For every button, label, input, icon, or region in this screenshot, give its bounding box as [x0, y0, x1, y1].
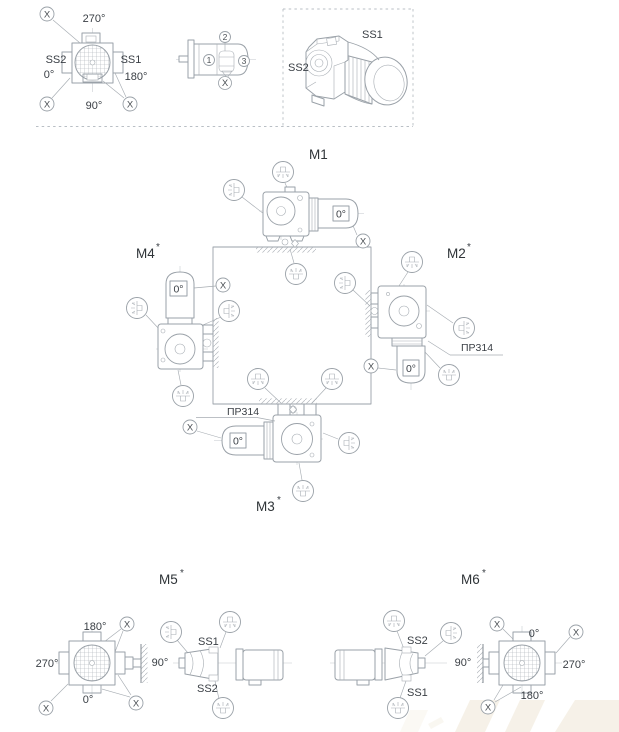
m6-deg-left: 90°	[454, 657, 472, 669]
m5-star: *	[180, 568, 184, 579]
detail-balloon	[339, 433, 360, 454]
m1-deg: 0°	[335, 208, 347, 221]
motor	[243, 650, 283, 680]
deg-label-90: 90°	[85, 100, 103, 112]
foot	[357, 680, 369, 685]
position-1-badge	[204, 55, 215, 66]
flange	[188, 40, 194, 78]
detail-balloon	[213, 698, 234, 719]
x-mark	[120, 617, 134, 631]
x-mark	[123, 97, 137, 111]
x-mark	[39, 701, 53, 715]
detail-balloon	[219, 301, 240, 322]
vent-plug	[219, 51, 234, 72]
breather	[285, 187, 295, 192]
side-tab-right	[115, 652, 125, 674]
deg-label-0: 0°	[43, 69, 55, 81]
m4-star: *	[156, 242, 160, 253]
detail-balloon	[273, 162, 294, 183]
svg-text:X: X	[43, 99, 51, 111]
detail-balloon	[220, 612, 241, 633]
svg-text:X: X	[367, 361, 375, 373]
ss1-label: SS1	[120, 54, 142, 66]
svg-text:X: X	[42, 703, 50, 715]
position-3-badge	[239, 56, 250, 67]
svg-text:X: X	[359, 236, 367, 248]
x-mark	[490, 617, 504, 631]
x-mark	[481, 700, 495, 714]
m4-deg: 0°	[173, 283, 184, 296]
detail-balloon	[335, 273, 356, 294]
flange	[309, 198, 318, 231]
m3-plug-label: ПР314	[227, 406, 260, 418]
flange	[264, 422, 273, 459]
m6-title: M6	[461, 572, 480, 587]
m2-plug-label: ПР314	[461, 342, 494, 354]
m5-deg-top: 180°	[83, 621, 107, 633]
x-mark	[40, 97, 54, 111]
detail-balloon	[161, 622, 182, 643]
svg-text:X: X	[186, 422, 194, 434]
detail-balloon	[248, 369, 269, 390]
iso-ss2-label: SS2	[288, 62, 309, 74]
m2-title: M2	[447, 246, 466, 261]
svg-text:3: 3	[241, 56, 247, 66]
bevel-housing	[385, 648, 418, 680]
x-mark	[569, 625, 583, 639]
svg-text:X: X	[132, 698, 140, 710]
x-mark	[129, 696, 143, 710]
m5-ss1-label: SS1	[198, 636, 219, 648]
legend-side-view	[176, 32, 256, 90]
m5-deg-bottom: 0°	[82, 694, 94, 706]
m2-group	[335, 242, 504, 390]
ss2-label: SS2	[45, 54, 67, 66]
flange	[392, 338, 422, 346]
side-tab-right	[545, 652, 555, 674]
feet	[278, 404, 290, 415]
svg-text:X: X	[484, 702, 492, 714]
x-mark	[216, 278, 230, 292]
m3-deg: 0°	[232, 435, 244, 448]
m2-star: *	[467, 242, 471, 253]
detail-balloon	[173, 386, 194, 407]
svg-text:X: X	[43, 9, 51, 21]
flange	[168, 318, 192, 324]
m5-deg-right: 90°	[151, 657, 169, 669]
m6-deg-top: 0°	[528, 628, 540, 640]
detail-balloon	[322, 369, 343, 390]
detail-balloon	[441, 623, 462, 644]
svg-text:1: 1	[206, 55, 212, 65]
x-mark	[364, 359, 378, 373]
svg-text:2: 2	[222, 32, 228, 42]
m6-deg-bottom: 180°	[520, 690, 544, 702]
x-mark	[40, 7, 54, 21]
detail-balloon	[439, 365, 460, 386]
iso-ss1-label: SS1	[362, 29, 383, 41]
output-shaft	[418, 658, 425, 668]
feet	[371, 317, 378, 328]
m6-ss2-label: SS2	[407, 635, 428, 647]
fan-top-tab	[83, 632, 101, 641]
motor	[335, 650, 375, 680]
detail-balloon	[127, 298, 148, 319]
legend-iso-view	[288, 29, 412, 109]
svg-text:X: X	[572, 627, 580, 639]
m6-ss1-label: SS1	[407, 687, 428, 699]
svg-text:X: X	[221, 78, 229, 90]
m4-group	[127, 242, 240, 407]
shaft	[125, 657, 133, 669]
foot	[249, 680, 261, 685]
m6-deg-right: 270°	[562, 659, 586, 671]
side-tab-left	[59, 652, 69, 674]
detail-balloon	[384, 611, 405, 632]
detail-balloon	[454, 318, 475, 339]
detail-balloon	[293, 481, 314, 502]
svg-text:X: X	[123, 619, 131, 631]
position-2-badge	[220, 32, 231, 43]
detail-balloon	[286, 264, 307, 285]
x-mark	[356, 234, 370, 248]
feet	[203, 325, 213, 334]
gear-housing	[306, 36, 348, 99]
motor-flange	[375, 649, 382, 680]
m5-ss2-label: SS2	[197, 683, 218, 695]
deg-label-180: 180°	[124, 71, 148, 83]
x-mark	[218, 76, 231, 89]
shaft	[133, 659, 141, 667]
shaft-stub	[179, 56, 188, 62]
motor-flange	[236, 649, 243, 680]
m5-deg-left: 270°	[35, 658, 59, 670]
m5-title: M5	[159, 572, 178, 587]
legend-front-view	[40, 7, 147, 112]
m3-star: *	[277, 495, 281, 506]
feet	[203, 352, 213, 361]
svg-text:X: X	[493, 619, 501, 631]
feet	[371, 293, 378, 304]
svg-text:X: X	[219, 280, 227, 292]
m3-title: M3	[256, 499, 275, 514]
detail-balloon	[388, 698, 409, 719]
output-shaft	[179, 658, 185, 668]
deg-label-270: 270°	[82, 13, 106, 25]
m6-group	[330, 568, 585, 719]
m5-group	[36, 568, 292, 719]
m3-group	[183, 369, 360, 515]
watermark	[400, 700, 619, 732]
x-mark	[183, 420, 197, 434]
detail-balloon	[402, 252, 423, 273]
m2-deg: 0°	[405, 363, 417, 375]
svg-text:X: X	[126, 99, 134, 111]
m1-group	[224, 147, 371, 285]
m4-title: M4	[136, 246, 155, 261]
side-tab-left	[489, 652, 499, 674]
m1-title: M1	[309, 147, 328, 162]
detail-balloon	[224, 180, 245, 201]
feet	[304, 404, 316, 415]
m6-star: *	[482, 568, 486, 579]
